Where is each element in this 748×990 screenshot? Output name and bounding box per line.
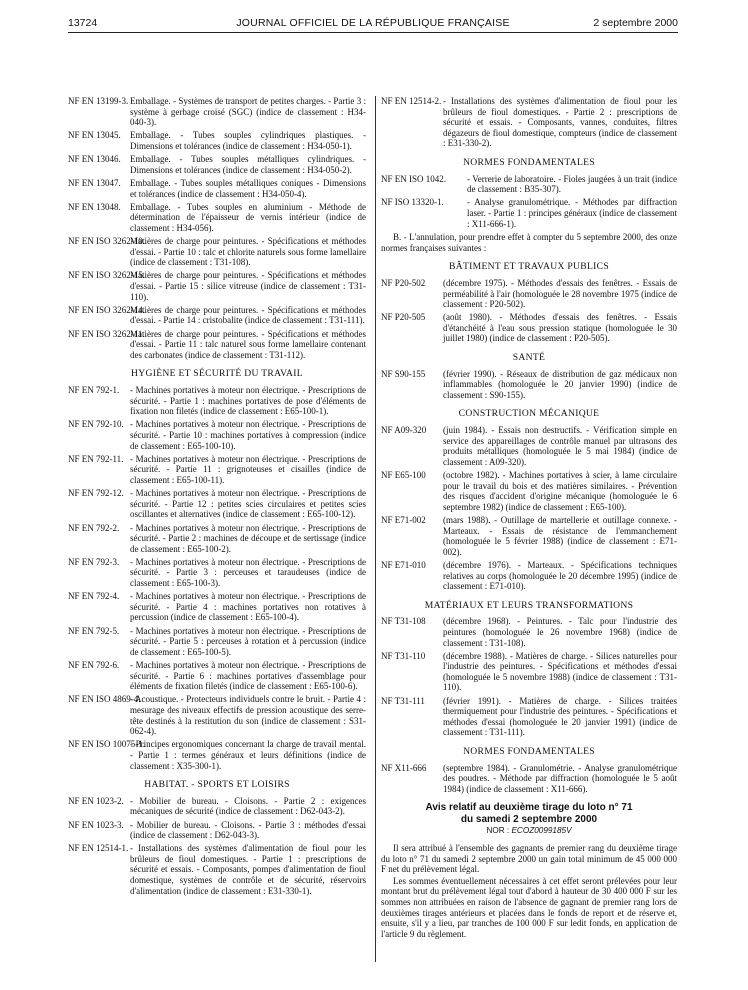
standards-list-materiaux — [381, 616, 677, 738]
standards-list-batiment — [381, 278, 677, 344]
standard-code: NF EN ISO 1042. — [381, 173, 447, 184]
section-heading-hygiene: HYGIÈNE ET SÉCURITÉ DU TRAVAIL — [131, 368, 303, 380]
standard-entry — [68, 154, 366, 175]
standard-code: NF EN 13048. — [68, 201, 121, 212]
standard-description: Matières de charge pour peintures. - Spécifications et méthodes d'essai. - Partie 15 : silice vitreuse (indice de classement : T31-110). — [130, 270, 366, 302]
standards-list-fioul — [381, 96, 677, 149]
standard-entry — [381, 763, 677, 795]
standard-entry — [68, 820, 366, 841]
page-number: 13724 — [68, 17, 98, 29]
standard-description: - Machines portatives à moteur non électrique. - Prescriptions de sécurité. - Partie 3 : perceuses et taraudeuses (indice de classement : E65-100-3). — [130, 556, 366, 589]
standard-entry — [68, 236, 366, 268]
standard-code: NF EN 792-3. — [68, 556, 120, 567]
standard-description: (décembre 1968). - Peintures. - Talc pour l'industrie des peintures (homologuée le 26 novembre 1968) (indice de classement : T31-108). — [443, 616, 677, 648]
standard-description: - Analyse granulométrique. - Méthodes par diffraction laser. - Partie 1 : principes généraux (indice de classement : X11-666-1). — [467, 197, 677, 229]
standard-description: - Machines portatives à moteur non électrique. - Prescriptions de sécurité. - Partie 4 : machines portatives non rotatives à percussion (indice de classement : E65-100-4). — [130, 591, 366, 623]
standard-entry — [381, 696, 677, 738]
standard-description: Matières de charge pour peintures. - Spécifications et méthodes d'essai. - Partie 14 : cristobalite (indice de classement : T31-111). — [130, 304, 366, 326]
section-heading-sante: SANTÉ — [512, 352, 546, 364]
standards-list-habitat — [68, 796, 366, 897]
standard-code: NF EN 792-4. — [68, 591, 120, 602]
standard-code: NF A09-320 — [381, 425, 427, 436]
journal-title: JOURNAL OFFICIEL DE LA RÉPUBLIQUE FRANÇAISE — [236, 17, 510, 29]
standard-entry — [381, 425, 677, 467]
standard-description: - Mobilier de bureau. - Cloisons. - Partie 3 : méthodes d'essai (indice de classement : D62-043-3). — [130, 819, 366, 841]
standard-description: Emballage. - Tubes souples cylindriques plastiques. - Dimensions et tolérances (indice de classement : H34-050-1). — [130, 130, 366, 151]
standard-code: NF EN 13045. — [68, 130, 121, 141]
standard-code: NF EN 13046. — [68, 154, 121, 165]
standard-code: NF EN 792-2. — [68, 522, 120, 533]
standard-entry — [68, 385, 366, 417]
standard-entry — [68, 694, 366, 736]
standard-entry — [68, 843, 366, 896]
standard-entry — [68, 523, 366, 555]
standard-code: NF T31-108 — [381, 616, 426, 627]
standard-description: (février 1991). - Matières de charge. - Silices traitées thermiquement pour l'industrie des peintures. - Spécifications et méthodes d'essai (homologuée le 20 janvier 1991) (indice de classement : T31-111). — [443, 695, 677, 738]
page-header — [68, 14, 678, 32]
standard-description: - Machines portatives à moteur non électrique. - Prescriptions de sécurité. - Partie 6 : machines portatives d'assemblage pour éléments de fixation filetés (indice de classement : E65-100-6). — [130, 660, 366, 692]
standard-entry — [68, 96, 366, 128]
standard-code: NF EN 792-12. — [68, 488, 124, 499]
standard-code: NF EN 12514-2. — [381, 96, 442, 106]
standard-code: NF EN ISO 3262-14. — [68, 304, 146, 315]
section-heading-materiaux: MATÉRIAUX ET LEURS TRANSFORMATIONS — [424, 599, 634, 611]
standard-code: NF E71-002 — [381, 514, 426, 525]
avis-paragraph-1: Il sera attribué à l'ensemble des gagnants de premier rang du deuxième tirage du loto n° 71 du samedi 2 septembre 2000 un gain total minimum de 45 000 000 F net du prélèvement légal. — [381, 843, 677, 875]
standard-code: NF EN 13199-3. — [68, 96, 129, 106]
standard-entry — [68, 796, 366, 817]
standards-list-packaging — [68, 96, 366, 360]
standard-code: NF X11-666 — [381, 762, 427, 773]
standard-code: NF EN 1023-3. — [68, 819, 124, 830]
standard-entry — [381, 560, 677, 592]
issue-date: 2 septembre 2000 — [593, 17, 678, 29]
nor-code: ECOZ0099185V — [511, 826, 572, 836]
standard-entry — [68, 305, 366, 326]
avis-title-line-1: Avis relatif au deuxième tirage du loto n° 71 — [425, 802, 633, 814]
standard-entry — [381, 369, 677, 401]
standard-entry — [68, 202, 366, 234]
standard-entry — [68, 557, 366, 589]
standard-code: NF EN 792-5. — [68, 625, 120, 636]
standard-description: - Mobilier de bureau. - Cloisons. - Partie 2 : exigences mécaniques de sécurité (indice de classement : D62-043-2). — [130, 795, 366, 817]
standard-entry — [68, 329, 366, 361]
standard-entry — [68, 626, 366, 658]
standard-entry — [68, 488, 366, 520]
standard-description: - Machines portatives à moteur non électrique. - Prescriptions de sécurité. - Partie 12 : petites scies circulaires et petites scies oscillantes et alternatives (indice de classement : E65-100-12). — [130, 488, 366, 520]
standard-description: (décembre 1988). - Matières de charge. - Silices naturelles pour l'industrie des peintures. - Spécifications et méthodes d'essai (homologuée le 5 novembre 1988) (indice de classement : T31-110). — [443, 650, 677, 693]
standard-description: (février 1990). - Réseaux de distribution de gaz médicaux non inflammables (homologuée le 20 janvier 1990) (indice de classement : S90-155). — [443, 368, 677, 400]
standard-description: Emballage. - Tubes souples en aluminium - Méthode de détermination de l'épaisseur de vernis intérieur (indice de classement : H34-056). — [130, 201, 366, 233]
standard-code: NF EN ISO 10075-1. — [68, 739, 146, 750]
standards-list-normes-2 — [381, 763, 677, 795]
standard-code: NF EN 1023-2. — [68, 795, 124, 806]
standard-code: NF EN 792-10. — [68, 419, 124, 430]
standards-list-sante — [381, 369, 677, 401]
standard-description: - Machines portatives à moteur non électrique. - Prescriptions de sécurité. - Partie 5 : perceuses à rotation et à percussion (indice de classement : E65-100-5). — [130, 625, 366, 657]
standard-code: NF EN 792-11. — [68, 453, 124, 464]
standard-entry — [68, 660, 366, 692]
standard-code: NF T31-110 — [381, 650, 426, 661]
standard-description: - Machines portatives à moteur non électrique. - Prescriptions de sécurité. - Partie 10 : machines portatives à compression (indice de classement : E65-100-10). — [130, 419, 366, 451]
standard-code: NF EN 792-1. — [68, 385, 120, 395]
standard-entry — [68, 591, 366, 623]
standard-code: NF E71-010 — [381, 559, 426, 570]
standard-code: NF EN ISO 3262-11. — [68, 328, 145, 339]
standard-description: (mars 1988). - Outillage de martellerie et outillage connexe. - Marteaux. - Essais de résistance de l'emmanchement (homologuée le 5 février 1988) (indice de classement : E71-002). — [443, 514, 677, 557]
standard-code: NF EN ISO 4869-4. — [68, 694, 141, 705]
standard-description: (juin 1984). - Essais non destructifs. - Vérification simple en service des appareillages de contrôle manuel par ultrasons des produits métalliques (homologuée le 5 mai 1984) (indice de classement : A09-320). — [443, 425, 677, 467]
nor-reference — [381, 826, 677, 837]
standard-entry — [68, 130, 366, 151]
avis-title — [381, 802, 677, 825]
standard-code: NF P20-502 — [381, 277, 426, 288]
standard-entry — [381, 174, 677, 195]
standard-entry — [381, 616, 677, 648]
right-column — [381, 96, 677, 940]
standard-entry — [68, 178, 366, 199]
section-heading-normes-fondamentales-2: NORMES FONDAMENTALES — [463, 746, 595, 758]
standard-entry — [381, 515, 677, 557]
standard-description: - Installations des systèmes d'alimentation de fioul pour les brûleurs de fioul domestiques. - Partie 2 : prescriptions de sécurité et essais. - Composants, vannes, conduites, filtres dégazeurs de fioul domestique, compteurs (indice de classement : E31-330-2). — [443, 96, 677, 149]
standard-description: - Machines portatives à moteur non électrique. - Prescriptions de sécurité. - Partie 1 : machines portatives de pose d'éléments de fixation non filetés (indice de classement : E65-100-1). — [130, 385, 366, 417]
section-heading-habitat: HABITAT. - SPORTS ET LOISIRS — [144, 779, 290, 791]
header-rule — [68, 32, 678, 33]
standard-description: - Acoustique. - Protecteurs individuels contre le bruit. - Partie 4 : mesurage des niveaux effectifs de pression acoustique des serre-tête destinés à la restitution du son (indice de classement : S31-062-4). — [130, 694, 366, 737]
standard-entry — [68, 419, 366, 451]
standard-description: Emballage. - Tubes souples métalliques cylindriques. - Dimensions et tolérances (indice de classement : H34-050-2). — [130, 154, 366, 175]
standard-entry — [381, 96, 677, 149]
annulation-note: B. - L'annulation, pour prendre effet à compter du 5 septembre 2000, des onze normes françaises suivantes : — [381, 232, 677, 253]
standard-entry — [381, 197, 677, 229]
standard-entry — [68, 454, 366, 486]
standard-description: (août 1980). - Méthodes d'essais des fenêtres. - Essais d'étanchéité à l'eau sous pression statique (homologuée le 30 juillet 1980) (indice de classement : P20-505). — [443, 312, 677, 344]
section-heading-construction: CONSTRUCTION MÉCANIQUE — [458, 408, 600, 420]
left-column — [68, 96, 366, 899]
standard-description: - Installations des systèmes d'alimentation de fioul pour les brûleurs de fioul domestiques. - Partie 1 : prescriptions de sécurité et essais. - Composants, pompes d'alimentation de fioul domestique, systèmes de contrôle et de sécurité, réservoirs d'alimentation (indice de classement : E31-330-1). — [130, 843, 366, 896]
standard-description: - Machines portatives à moteur non électrique. - Prescriptions de sécurité. - Partie 11 : grignoteuses et cisailles (indice de classement : E65-100-11). — [130, 453, 366, 485]
standard-entry — [68, 270, 366, 302]
standard-code: NF ISO 13320-1. — [381, 197, 444, 208]
standard-code: NF EN 12514-1. — [68, 843, 129, 854]
standard-entry — [68, 739, 366, 771]
standard-entry — [381, 278, 677, 310]
standard-entry — [381, 470, 677, 512]
section-heading-normes-fondamentales: NORMES FONDAMENTALES — [463, 156, 595, 168]
standard-entry — [381, 312, 677, 344]
standard-description: - Principes ergonomiques concernant la charge de travail mental. - Partie 1 : termes généraux et leurs définitions (indice de classement : X35-300-1). — [130, 739, 366, 771]
section-heading-batiment: BÂTIMENT ET TRAVAUX PUBLICS — [449, 261, 609, 273]
avis-title-line-2: du samedi 2 septembre 2000 — [460, 813, 598, 825]
standards-list-hygiene — [68, 385, 366, 771]
standard-description: (septembre 1984). - Granulométrie. - Analyse granulométrique des poudres. - Méthode par diffraction (homologuée le 5 août 1984) (indice de classement : X11-666). — [443, 762, 677, 794]
standard-description: - Verrerie de laboratoire. - Fioles jaugées à un trait (indice de classement : B35-307). — [467, 173, 677, 195]
standard-code: NF EN 13047. — [68, 177, 121, 188]
standards-list-construction — [381, 425, 677, 592]
column-divider — [375, 96, 376, 962]
standard-description: (décembre 1976). - Marteaux. - Spécifications techniques relatives au corps (homologuée le 20 décembre 1995) (indice de classement : E71-010). — [443, 559, 677, 592]
standard-code: NF P20-505 — [381, 312, 426, 323]
standard-description: Emballage. - Systèmes de transport de petites charges. - Partie 3 : système à gerbage croisé (SGC) (indice de classement : H34-040-3). — [130, 96, 366, 128]
standard-code: NF EN 792-6. — [68, 660, 120, 670]
standard-description: Matières de charge pour peintures. - Spécifications et méthodes d'essai. - Partie 10 : talc et chlorite naturels sous forme lamellaire (indice de classement : T31-108). — [130, 236, 366, 268]
avis-paragraph-2: Les sommes éventuellement nécessaires à cet effet seront prélevées pour leur montant brut du prélèvement légal tout d'abord à hauteur de 30 400 000 F sur les sommes non attribuées en raison de l'absence de gagnant de premier rang lors de deuxièmes tirages antérieurs et placées dans le fonds de report et de réserve et, ensuite, s'il y a lieu, par tranches de 100 000 F sur ledit fonds, en application de l'article 9 du règlement. — [381, 875, 677, 939]
standard-code: NF EN ISO 3262-15. — [68, 270, 146, 281]
standard-description: Matières de charge pour peintures. - Spécifications et méthodes d'essai. - Partie 11 : talc naturel sous forme lamellaire contenant des carbonates (indice de classement : T31-112). — [130, 328, 366, 360]
standard-description: (décembre 1975). - Méthodes d'essais des fenêtres. - Essais de perméabilité à l'air (homologuée le 28 novembre 1975 (indice de classement : P20-502). — [443, 277, 677, 310]
nor-label: NOR : — [486, 826, 510, 836]
standard-description: - Machines portatives à moteur non électrique. - Prescriptions de sécurité. - Partie 2 : machines de découpe et de sertissage (indice de classement : E65-100-2). — [130, 522, 366, 554]
standard-code: NF T31-111 — [381, 695, 425, 706]
standard-description: Emballage. - Tubes souples métalliques coniques - Dimensions et tolérances (indice de classement : H34-050-4). — [130, 177, 366, 199]
standards-list-normes-1 — [381, 174, 677, 230]
standard-entry — [381, 651, 677, 693]
standard-code: NF E65-100 — [381, 470, 426, 480]
standard-code: NF S90-155 — [381, 368, 426, 379]
standard-code: NF EN ISO 3262-10. — [68, 236, 146, 247]
standard-description: (octobre 1982). - Machines portatives à scier, à lame circulaire pour le travail du bois et des matières similaires. - Prévention des risques d'accident d'origine mécanique (homologuée le 6 septembre 1982) (indice de classement : E65-100). — [443, 470, 677, 512]
